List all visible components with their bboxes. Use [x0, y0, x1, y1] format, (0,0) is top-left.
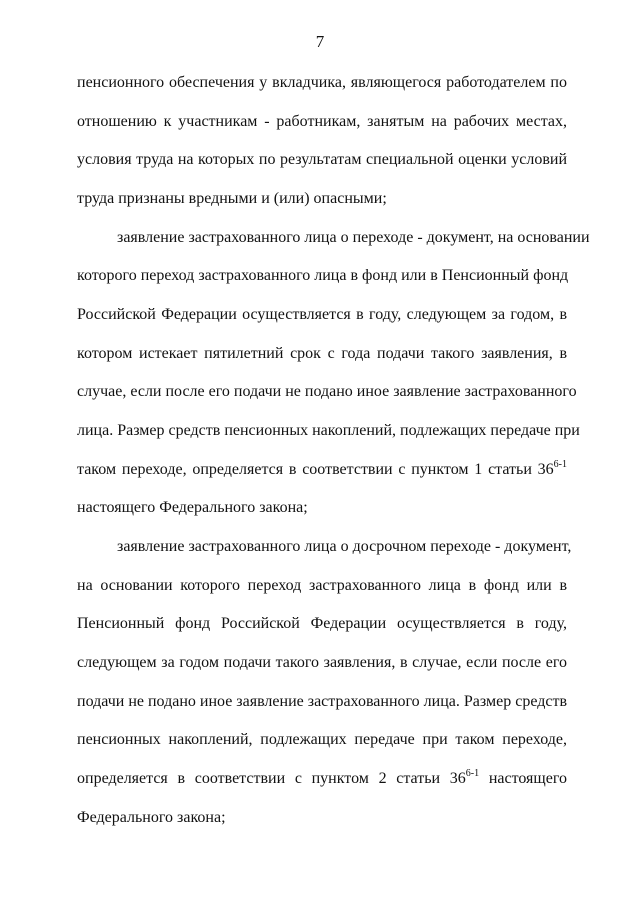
text-line: пенсионных накоплений, подлежащих передаче при таком переходе,	[77, 731, 567, 748]
text-line: подачи не подано иное заявление застрахованного лица. Размер средств	[77, 693, 567, 710]
text-line: отношению к участникам - работникам, занятым на рабочих местах,	[77, 113, 567, 130]
text-line: пенсионного обеспечения у вкладчика, являющегося работодателем по	[77, 74, 567, 91]
superscript: 6-1	[553, 459, 567, 470]
text-segment: таком переходе, определяется в соответствии с пунктом 1 статьи 36	[77, 461, 554, 478]
text-line: случае, если после его подачи не подано иное заявление застрахованного	[77, 383, 577, 400]
text-line: котором истекает пятилетний срок с года подачи такого заявления, в	[77, 345, 567, 362]
text-line: труда признаны вредными и (или) опасными;	[77, 190, 387, 207]
text-line: Пенсионный фонд Российской Федерации осуществляется в году,	[77, 615, 567, 632]
text-line: заявление застрахованного лица о переходе - документ, на основании	[117, 229, 590, 246]
text-line: условия труда на которых по результатам специальной оценки условий	[77, 151, 567, 168]
text-segment: настоящего	[479, 770, 567, 787]
text-line: Федерального закона;	[77, 809, 226, 826]
text-segment: определяется в соответствии с пунктом 2 статьи 36	[77, 770, 466, 787]
text-line	[77, 769, 567, 789]
text-line: Российской Федерации осуществляется в году, следующем за годом, в	[77, 306, 567, 323]
text-line: на основании которого переход застрахованного лица в фонд или в	[77, 577, 567, 594]
text-line	[77, 460, 567, 480]
text-line: которого переход застрахованного лица в фонд или в Пенсионный фонд	[77, 267, 569, 284]
text-line: лица. Размер средств пенсионных накоплений, подлежащих передаче при	[77, 422, 580, 439]
superscript: 6-1	[465, 768, 480, 779]
text-line: заявление застрахованного лица о досрочном переходе - документ,	[117, 538, 572, 555]
text-line: следующем за годом подачи такого заявления, в случае, если после его	[77, 654, 567, 671]
page-number: 7	[315, 32, 325, 51]
text-line: настоящего Федерального закона;	[77, 499, 308, 516]
